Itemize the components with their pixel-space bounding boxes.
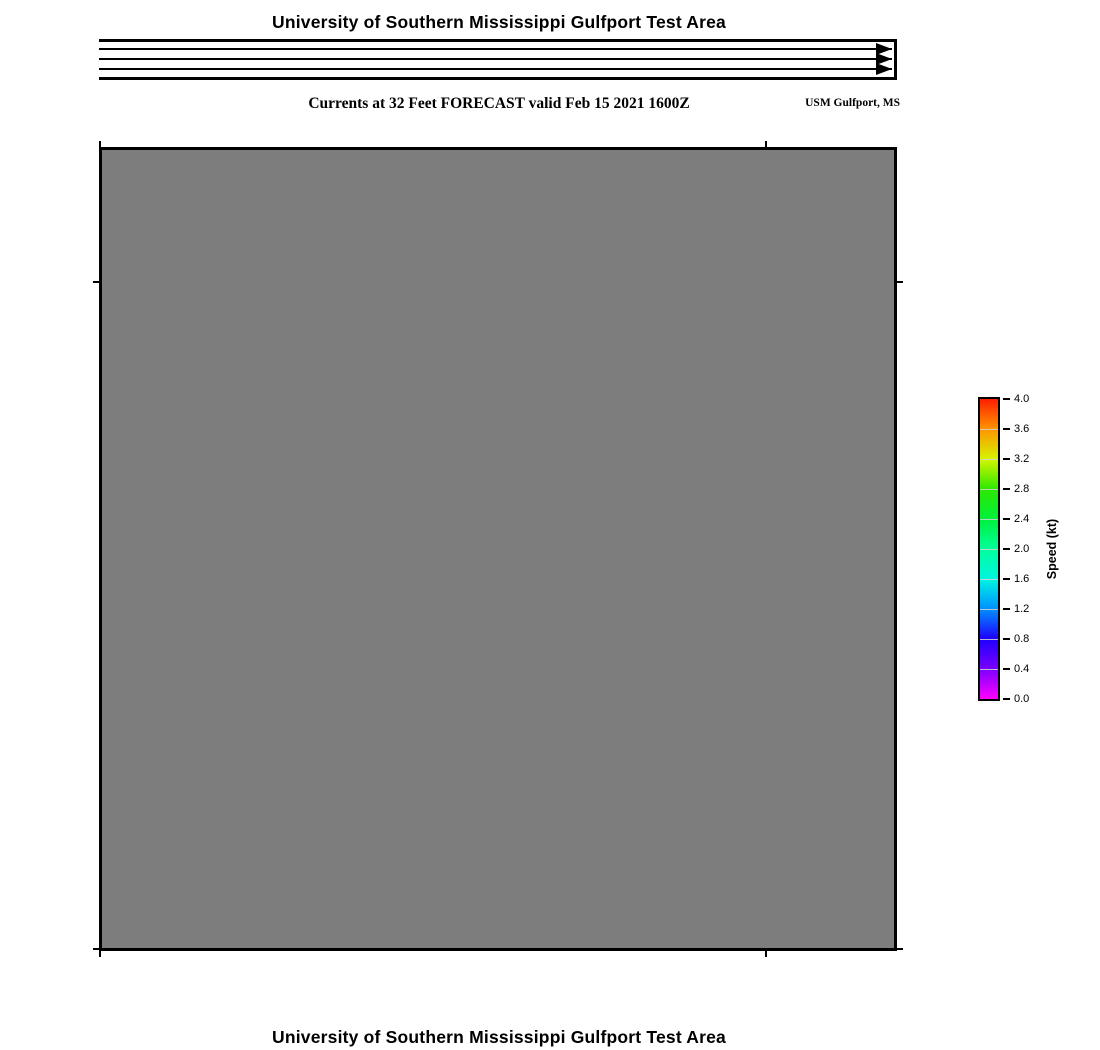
map-tick [99,141,101,147]
colorbar-gridline [980,489,998,490]
map-tick [765,141,767,147]
colorbar-tick-label: 0.8 [1014,633,1030,645]
page-title: University of Southern Mississippi Gulfport Test Area [271,12,726,32]
colorbar-tick-label: 0.0 [1014,693,1030,705]
flow-line [99,68,892,70]
colorbar-tick [1003,398,1010,400]
colorbar-gridline [980,549,998,550]
colorbar-gridline [980,609,998,610]
colorbar-axis-label: Speed (kt) [1045,518,1059,580]
colorbar-tick-label: 3.6 [1014,423,1030,435]
map-tick [765,951,767,957]
station-label: USM Gulfport, MS [805,97,900,109]
colorbar-gridline [980,579,998,580]
colorbar-tick [1003,638,1010,640]
forecast-subtitle: Currents at 32 Feet FORECAST valid Feb 15 2021 1600Z [308,95,690,112]
colorbar-gradient [978,397,1000,701]
colorbar-tick-label: 2.0 [1014,543,1030,555]
colorbar-tick [1003,458,1010,460]
flow-arrow-icon [876,63,892,75]
colorbar-gridline [980,639,998,640]
colorbar-tick [1003,698,1010,700]
colorbar-tick-label: 4.0 [1014,393,1030,405]
footer-title: University of Southern Mississippi Gulfport Test Area [271,1027,726,1047]
colorbar-tick [1003,518,1010,520]
colorbar-tick-label: 2.4 [1014,513,1030,525]
colorbar-gridline [980,669,998,670]
colorbar-tick [1003,608,1010,610]
map-field [99,147,897,951]
colorbar-tick-label: 1.6 [1014,573,1030,585]
colorbar-tick-label: 1.2 [1014,603,1030,615]
map-tick [93,281,99,283]
map-tick [99,951,101,957]
colorbar-gridline [980,519,998,520]
colorbar-tick [1003,488,1010,490]
colorbar-tick-label: 0.4 [1014,663,1030,675]
colorbar-tick-label: 3.2 [1014,453,1030,465]
colorbar-tick [1003,578,1010,580]
colorbar-tick [1003,428,1010,430]
map-tick [897,281,903,283]
map-tick [93,948,99,950]
flow-line [99,58,892,60]
colorbar-tick-label: 2.8 [1014,483,1030,495]
flow-banner [99,39,897,80]
colorbar-gridline [980,429,998,430]
colorbar-gridline [980,459,998,460]
colorbar-tick [1003,548,1010,550]
flow-line [99,48,892,50]
map-tick [897,948,903,950]
colorbar-tick [1003,668,1010,670]
